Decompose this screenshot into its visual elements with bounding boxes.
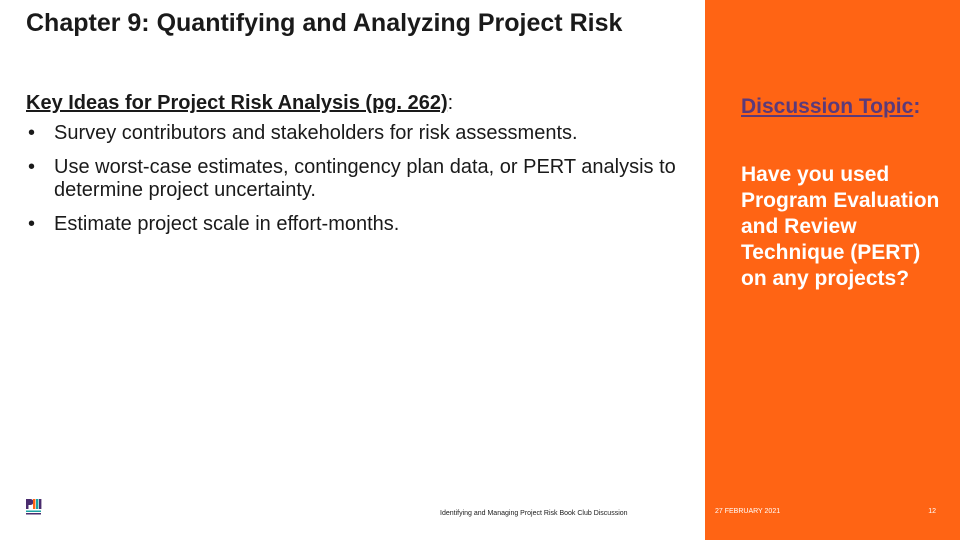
- bullet-text: Use worst-case estimates, contingency plan data, or PERT analysis to determine project uncertainty.: [54, 156, 676, 201]
- discussion-topic-text: Discussion Topic: [741, 95, 914, 118]
- pmi-logo-icon: [24, 498, 42, 516]
- bullet-item: [26, 156, 706, 202]
- content-heading-colon: :: [447, 92, 454, 114]
- footer-date: 27 FEBRUARY 2021: [715, 508, 781, 515]
- content-heading: [26, 90, 706, 116]
- slide-title: Chapter 9: Quantifying and Analyzing Project Risk: [26, 9, 623, 37]
- content-area: [26, 90, 706, 247]
- discussion-topic-colon: :: [913, 95, 921, 118]
- footer-title: Identifying and Managing Project Risk Book Club Discussion: [440, 510, 628, 517]
- bullet-icon: •: [28, 213, 36, 235]
- page-number: 12: [928, 508, 936, 515]
- content-heading-text: Key Ideas for Project Risk Analysis (pg. 262): [26, 92, 448, 114]
- bullet-item: [26, 122, 706, 145]
- bullet-text: Survey contributors and stakeholders for risk assessments.: [54, 122, 578, 144]
- bullet-icon: •: [28, 156, 36, 178]
- bullet-list: [26, 122, 706, 236]
- bullet-icon: •: [28, 122, 36, 144]
- bullet-item: [26, 213, 706, 236]
- side-panel: [705, 0, 960, 540]
- discussion-question: Have you used Program Evaluation and Review Technique (PERT) on any projects?: [741, 163, 940, 290]
- bullet-text: Estimate project scale in effort-months.: [54, 213, 400, 235]
- discussion-topic-label: [741, 94, 951, 120]
